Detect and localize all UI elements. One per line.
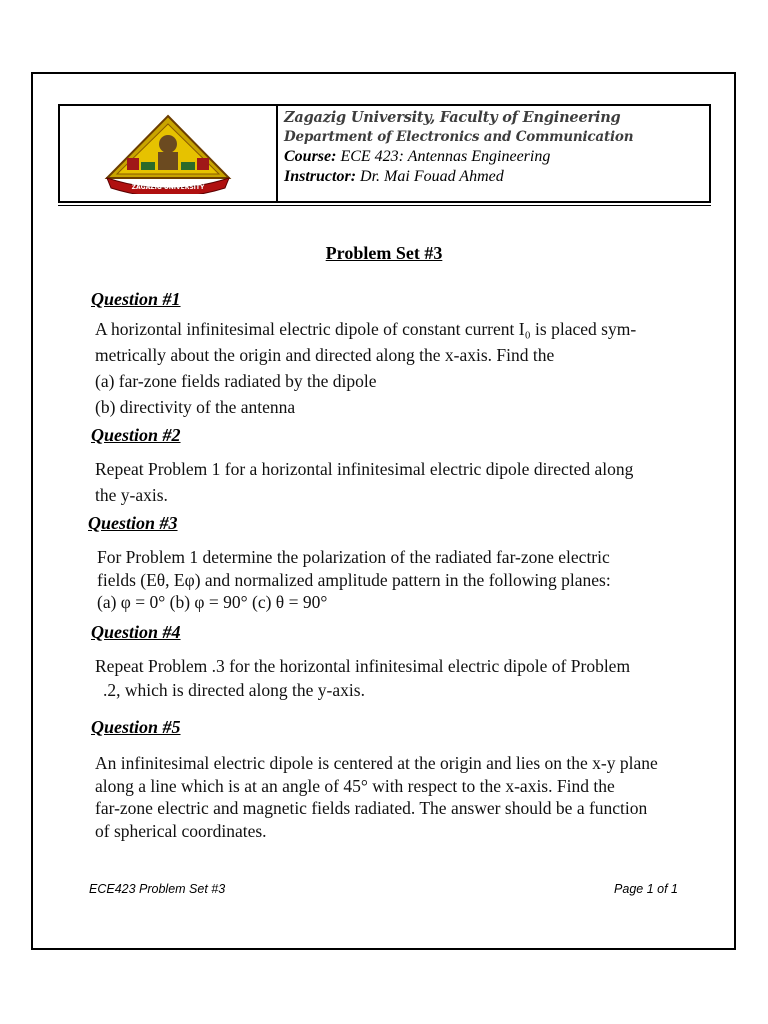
university-name: Zagazig University, Faculty of Engineering bbox=[284, 109, 621, 126]
question-4-line-2: .2, which is directed along the y-axis. bbox=[103, 680, 365, 700]
question-4-heading: Question #4 bbox=[91, 622, 181, 642]
question-2-heading: Question #2 bbox=[91, 425, 181, 445]
question-3-heading: Question #3 bbox=[88, 513, 178, 533]
question-2-line-1: Repeat Problem 1 for a horizontal infinitesimal electric dipole directed along bbox=[95, 459, 634, 479]
question-3-line-2: fields (Eθ, Eφ) and normalized amplitude pattern in the following planes: bbox=[97, 569, 611, 590]
university-logo-cell bbox=[60, 106, 278, 201]
question-5-line-4: of spherical coordinates. bbox=[95, 820, 267, 841]
question-1-line-4: (b) directivity of the antenna bbox=[95, 397, 296, 417]
question-3-line-3: (a) φ = 0° (b) φ = 90° (c) θ = 90° bbox=[97, 592, 328, 612]
question-1-line-2: metrically about the origin and directed along the x-axis. Find the bbox=[95, 345, 555, 365]
course-label: Course: bbox=[284, 148, 337, 165]
question-5-line-1: An infinitesimal electric dipole is centered at the origin and lies on the x-y plane bbox=[95, 753, 658, 773]
question-3-text bbox=[97, 546, 611, 614]
zagazig-university-logo bbox=[103, 114, 233, 194]
question-1-line-1: A horizontal infinitesimal electric dipole of constant current I₀ is placed sym- bbox=[95, 319, 637, 339]
header-info bbox=[278, 106, 709, 201]
page-title: Problem Set #3 bbox=[325, 243, 443, 263]
header-table bbox=[58, 104, 711, 203]
instructor-label: Instructor: bbox=[284, 167, 357, 185]
footer-page-number: Page 1 of 1 bbox=[614, 882, 678, 896]
question-4-line-1: Repeat Problem .3 for the horizontal infinitesimal electric dipole of Problem bbox=[95, 656, 631, 676]
question-1-heading: Question #1 bbox=[91, 289, 181, 309]
question-3-line-1: For Problem 1 determine the polarization of the radiated far-zone electric bbox=[97, 547, 610, 567]
question-4-text bbox=[95, 654, 630, 702]
footer-left: ECE423 Problem Set #3 bbox=[89, 882, 226, 896]
course-value: ECE 423: Antennas Engineering bbox=[336, 148, 551, 165]
question-5-line-2: along a line which is at an angle of 45° with respect to the x-axis. Find the bbox=[95, 775, 615, 796]
instructor-line bbox=[284, 167, 709, 187]
question-5-heading: Question #5 bbox=[91, 717, 181, 737]
instructor-value: Dr. Mai Fouad Ahmed bbox=[356, 167, 504, 185]
question-5-line-3: far-zone electric and magnetic fields radiated. The answer should be a function bbox=[95, 798, 648, 818]
question-1-text bbox=[95, 317, 636, 421]
question-2-line-2: the y-axis. bbox=[95, 485, 168, 505]
question-1-line-3: (a) far-zone fields radiated by the dipole bbox=[95, 371, 377, 391]
question-2-text bbox=[95, 456, 633, 508]
svg-text:ZAGAZIG UNIVERSITY: ZAGAZIG UNIVERSITY bbox=[131, 183, 205, 191]
department-name: Department of Electronics and Communication bbox=[284, 128, 634, 145]
course-line bbox=[284, 147, 709, 167]
question-5-text bbox=[95, 752, 658, 842]
